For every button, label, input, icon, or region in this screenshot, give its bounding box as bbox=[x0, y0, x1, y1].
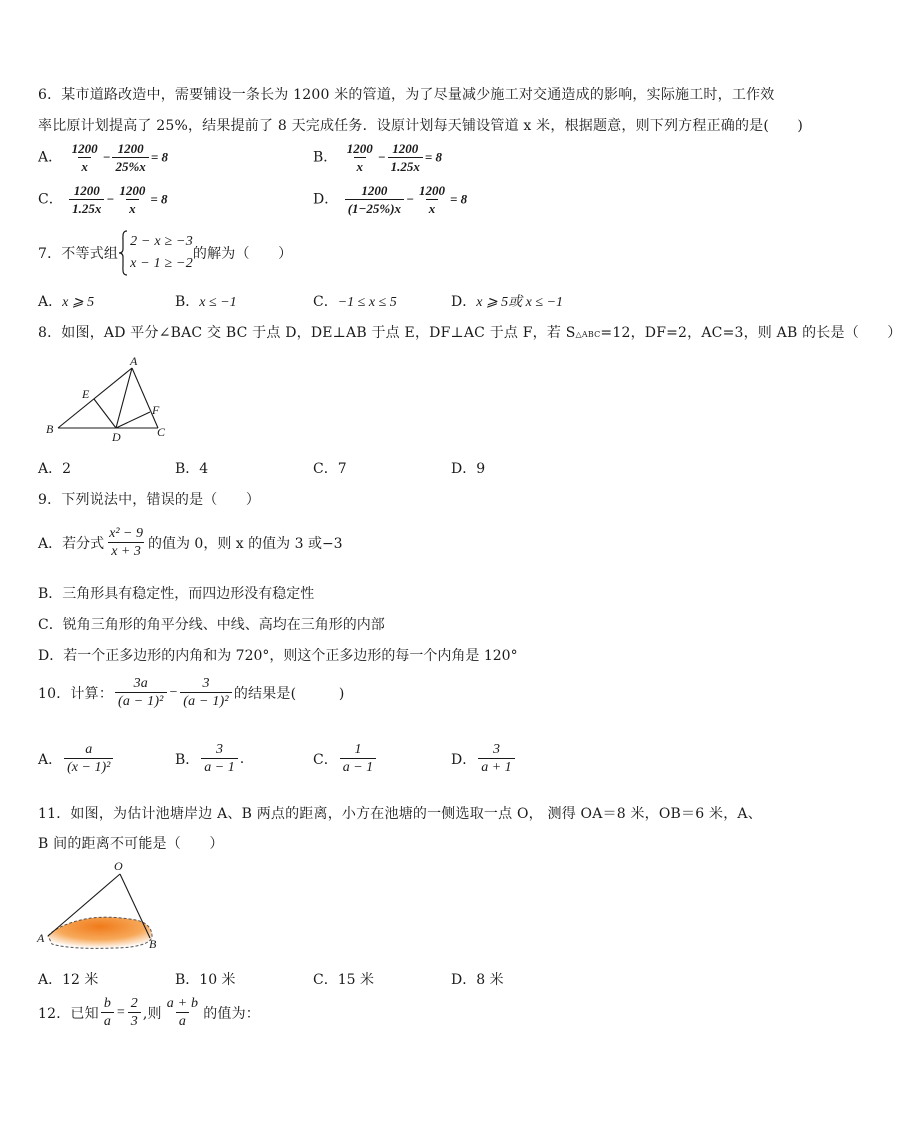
q9-option-a[interactable]: A．若分式 $\frac{\text{x² − 9}}{x + 3}$ 的值为 0，则 x 的值为 3 或−3 bbox=[38, 526, 343, 559]
q10-option-d[interactable]: D． $\frac{3}{a + 1}$ bbox=[451, 742, 517, 775]
q9-a-fraction: $\frac{\text{x² − 9}}{x + 3}$ bbox=[109, 526, 143, 559]
q6-a-frac1: $\frac{1200}{x}$ bbox=[71, 141, 98, 174]
q9-option-c[interactable]: C．锐角三角形的角平分线、中线、高均在三角形的内部 bbox=[38, 617, 385, 633]
q6-d-frac2: $\frac{1200}{x}$ bbox=[418, 183, 445, 216]
q6-a-frac2: $\frac{1200}{25\%x}$ bbox=[112, 141, 148, 174]
q11-stem-line2: B 间的距离不可能是（ ） bbox=[38, 836, 224, 852]
q12-fraction-ba: $\frac{b}{a}$ bbox=[101, 996, 114, 1029]
segment-ab bbox=[58, 368, 132, 428]
label-d: D bbox=[112, 430, 121, 444]
label-b: B bbox=[149, 937, 157, 951]
q10-fraction-1: $\frac{3a}{\text{(a − 1)²}}$ bbox=[115, 676, 167, 709]
q8-triangle-figure bbox=[40, 354, 180, 446]
left-brace-icon bbox=[118, 230, 128, 276]
q11-option-d[interactable]: D．8 米 bbox=[451, 972, 504, 988]
q6-b-frac2: $\frac{1200}{1.25x}$ bbox=[388, 141, 423, 174]
q11-stem-line1: 11．如图，为估计池塘岸边 A、B 两点的距离，小方在池塘的一侧选取一点 O， 测得 OA＝8 米，OB＝6 米，A、 bbox=[38, 806, 762, 822]
segment-ad bbox=[116, 368, 132, 428]
q10-fraction-2: $\frac{3}{\text{(a − 1)²}}$ bbox=[180, 676, 232, 709]
q6-option-b[interactable]: B． $\frac{1200}{x}$ − $\frac{1200}{1.25x}$ = 8 bbox=[313, 141, 443, 174]
q6-option-a[interactable]: A． $\frac{1200}{x}$ − $\frac{1200}{25\%x}$ = 8 bbox=[38, 141, 168, 174]
q6-stem-line1: 6．某市道路改造中，需要铺设一条长为 1200 米的管道，为了尽量减少施工对交通造成的影响，实际施工时，工作效 bbox=[38, 87, 775, 103]
segment-df bbox=[116, 412, 150, 428]
q11-pond-figure bbox=[34, 858, 164, 958]
label-b: B bbox=[46, 422, 54, 436]
q10-stem: 10．计算： $\frac{3a}{\text{(a − 1)²}}$ − $\frac{3}{\text{(a − 1)²}}$ 的结果是( ) bbox=[38, 676, 345, 709]
q8-option-c[interactable]: C．7 bbox=[313, 461, 347, 477]
q10-option-c[interactable]: C． $\frac{1}{a - 1}$ bbox=[313, 742, 378, 775]
label-a: A bbox=[130, 354, 138, 368]
q9-option-d[interactable]: D．若一个正多边形的内角和为 720°，则这个正多边形的每一个内角是 120° bbox=[38, 648, 518, 664]
q7-inequality-1: 2 − x ≥ −3 bbox=[130, 234, 193, 249]
label-a: A bbox=[37, 931, 45, 945]
label-f: F bbox=[152, 403, 160, 417]
q6-b-frac1: $\frac{1200}{x}$ bbox=[346, 141, 373, 174]
q6-d-frac1: $\frac{1200}{(1-25\%)x}$ bbox=[345, 183, 404, 216]
q6-c-frac1: $\frac{1200}{1.25x}$ bbox=[69, 183, 104, 216]
q7-stem: 7．不等式组 2 − x ≥ −3 x − 1 ≥ −2 的解为（ ） bbox=[38, 230, 292, 276]
q12-fraction-apb: $\frac{a + b}{a}$ bbox=[166, 996, 199, 1029]
label-c: C bbox=[157, 425, 166, 439]
q8-stem: 8．如图，AD 平分∠BAC 交 BC 于点 D，DE⊥AB 于点 E，DF⊥AC 于点 F，若 S△ABC=12，DF=2，AC=3，则 AB 的长是（ ） bbox=[38, 325, 902, 341]
q11-option-c[interactable]: C．15 米 bbox=[313, 972, 374, 988]
q8-option-d[interactable]: D．9 bbox=[451, 461, 486, 477]
q12-stem: 12．已知 $\frac{b}{a}$ = $\frac{2}{3}$ ,则 $\frac{a + b}{a}$ 的值为： bbox=[38, 996, 261, 1029]
q6-c-frac2: $\frac{1200}{x}$ bbox=[119, 183, 146, 216]
q8-option-b[interactable]: B．4 bbox=[175, 461, 209, 477]
q11-option-a[interactable]: A．12 米 bbox=[38, 972, 99, 988]
q11-option-b[interactable]: B．10 米 bbox=[175, 972, 236, 988]
q10-option-b[interactable]: B． $\frac{3}{a - 1}$ . bbox=[175, 742, 245, 775]
q6-option-c[interactable]: C． $\frac{1200}{1.25x}$ − $\frac{1200}{x}$ = 8 bbox=[38, 183, 168, 216]
q9-option-b[interactable]: B．三角形具有稳定性，而四边形没有稳定性 bbox=[38, 586, 315, 602]
q7-option-d[interactable]: D．x ⩾ 5或 x ≤ −1 bbox=[451, 294, 564, 310]
q9-stem: 9．下列说法中，错误的是（ ） bbox=[38, 492, 261, 508]
label-e: E bbox=[82, 387, 90, 401]
q7-option-b[interactable]: B．x ≤ −1 bbox=[175, 294, 237, 310]
q12-fraction-23: $\frac{2}{3}$ bbox=[128, 996, 141, 1029]
segment-de bbox=[94, 399, 116, 428]
q6-stem-line2: 率比原计划提高了 25%，结果提前了 8 天完成任务．设原计划每天铺设管道 x 米，根据题意，则下列方程正确的是( ) bbox=[38, 118, 804, 134]
q10-option-a[interactable]: A． $\frac{a}{\text{(x − 1)²}}$ bbox=[38, 742, 115, 775]
q7-inequality-2: x − 1 ≥ −2 bbox=[130, 256, 193, 271]
q6-option-d[interactable]: D． $\frac{1200}{(1-25\%)x}$ − $\frac{1200}{x}$ = 8 bbox=[313, 183, 468, 216]
label-o: O bbox=[114, 859, 123, 873]
q7-option-a[interactable]: A．x ⩾ 5 bbox=[38, 294, 95, 310]
q8-option-a[interactable]: A．2 bbox=[38, 461, 72, 477]
q7-option-c[interactable]: C．−1 ≤ x ≤ 5 bbox=[313, 294, 397, 310]
